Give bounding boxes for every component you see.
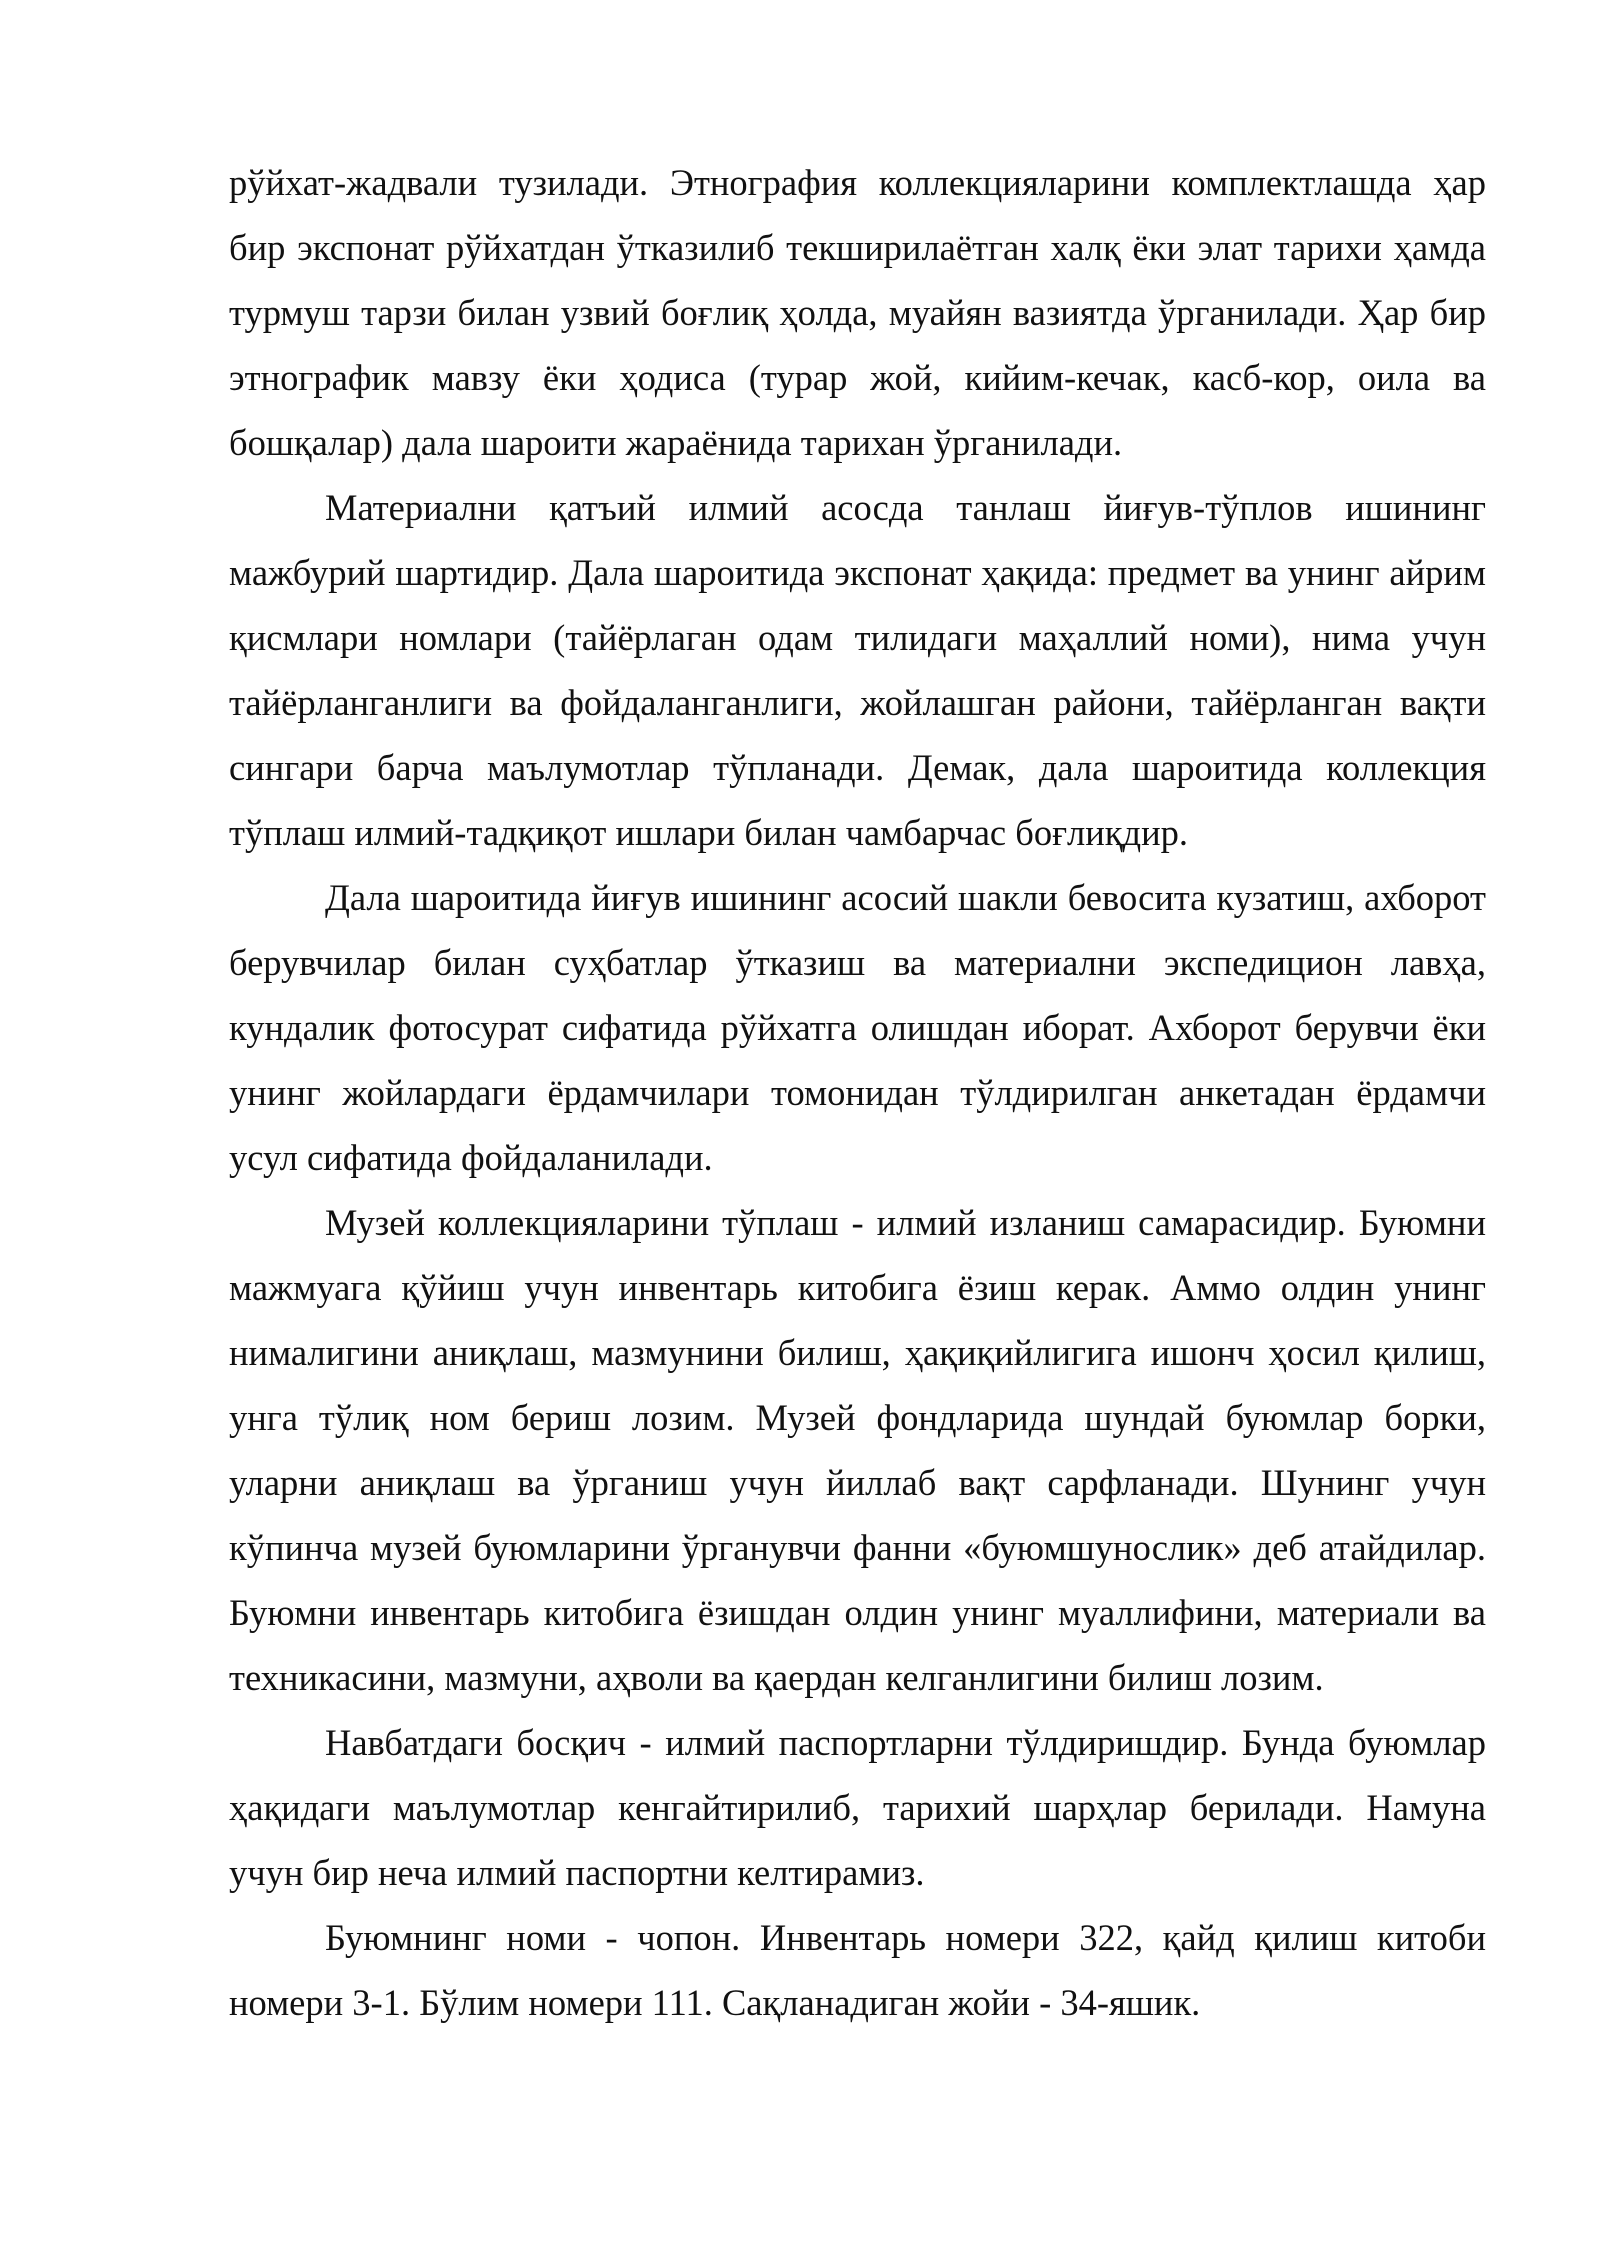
paragraph-material-selection: Материални қатъий илмий асосда танлаш йиғув-тўплов ишининг мажбурий шартидир. Дала шароитида экспонат ҳақида: предмет ва унинг айрим қисмлари номлари (тайёрлаган одам тилидаги маҳаллий номи), нима учун тайёрланганлиги ва фойдаланганлиги, жойлашган райони, тайёрланган вақти сингари барча маълумотлар тўпланади. Демак, дала шароитида коллекция тўплаш илмий-тадқиқот ишлари билан чамбарчас боғлиқдир. — [229, 487, 1486, 853]
paragraph-museum-collections: Музей коллекцияларини тўплаш - илмий изланиш самарасидир. Буюмни мажмуага қўйиш учун инвентарь китобига ёзиш керак. Аммо олдин унинг нималигини аниқлаш, мазмунини билиш, ҳақиқийлигига ишонч ҳосил қилиш, унга тўлиқ ном бериш лозим. Музей фондларида шундай буюмлар борки, уларни аниқлаш ва ўрганиш учун йиллаб вақт сарфланади. Шунинг учун кўпинча музей буюмларини ўрганувчи фанни «буюмшунослик» деб атайдилар. Буюмни инвентарь китобига ёзишдан олдин унинг муаллифини, материали ва техникасини, мазмуни, аҳволи ва қаердан келганлигини билиш лозим. — [229, 1202, 1486, 1698]
paragraph-scientific-passports: Навбатдаги босқич - илмий паспортларни тўлдиришдир. Бунда буюмлар ҳақидаги маълумотлар кенгайтирилиб, тарихий шарҳлар берилади. Намуна учун бир неча илмий паспортни келтирамиз. — [229, 1722, 1486, 1893]
paragraph-field-collection: Дала шароитида йиғув ишининг асосий шакли бевосита кузатиш, ахборот берувчилар билан суҳбатлар ўтказиш ва материални экспедицион лавҳа, кундалик фотосурат сифатида рўйхатга олишдан иборат. Ахборот берувчи ёки унинг жойлардаги ёрдамчилари томонидан тўлдирилган анкетадан ёрдамчи усул сифатида фойдаланилади. — [229, 877, 1486, 1178]
paragraph-item-example: Буюмнинг номи - чопон. Инвентарь номери 322, қайд қилиш китоби номери 3-1. Бўлим номери 111. Сақланадиган жойи - 34-яшик. — [229, 1917, 1486, 2023]
document-page — [229, 150, 1486, 2035]
paragraph-continued: рўйхат-жадвали тузилади. Этнография коллекцияларини комплектлашда ҳар бир экспонат рўйхатдан ўтказилиб текширилаётган халқ ёки элат тарихи ҳамда турмуш тарзи билан узвий боғлиқ ҳолда, муайян вазиятда ўрганилади. Ҳар бир этнографик мавзу ёки ҳодиса (турар жой, кийим-кечак, касб-кор, оила ва бошқалар) дала шароити жараёнида тарихан ўрганилади. — [229, 162, 1486, 463]
